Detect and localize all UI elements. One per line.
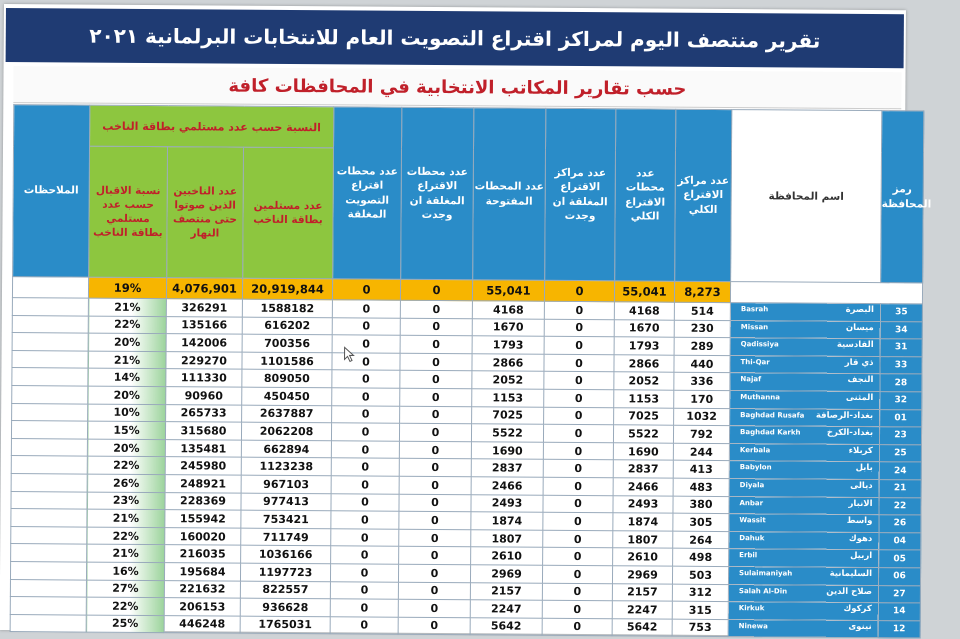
cell-total-stations: 1807 xyxy=(613,530,673,548)
cell-total-stations: 5522 xyxy=(613,425,673,443)
cell-closed-stations: 0 xyxy=(399,494,471,512)
cell-receivers: 936628 xyxy=(240,598,330,616)
cell-closed-centers: 0 xyxy=(542,565,612,583)
cell-percent: 22% xyxy=(87,456,165,474)
header-closed-centers: عدد مراكز الاقتراع المغلقة ان وجدت xyxy=(545,108,616,280)
cell-notes xyxy=(10,614,86,632)
cell-voted: 228369 xyxy=(165,492,241,510)
cell-closed-voting-stations: 0 xyxy=(331,511,399,529)
cell-closed-stations: 0 xyxy=(400,353,472,371)
totals-closed-centers: 0 xyxy=(544,280,614,301)
cell-province-code: 22 xyxy=(879,497,921,515)
cell-open-stations: 1807 xyxy=(471,529,543,547)
cell-receivers: 616202 xyxy=(242,317,332,335)
cell-closed-voting-stations: 0 xyxy=(331,458,399,476)
header-row-top xyxy=(14,105,924,152)
province-name-en: Najaf xyxy=(740,375,762,384)
province-name-en: Baghdad Rusafa xyxy=(740,410,805,420)
header-total-centers: عدد مراكز الاقتراع الكلي xyxy=(675,109,732,281)
header-closed-voting-stations: عدد محطات اقتراع التصويت المغلقة xyxy=(333,107,402,279)
cell-voted: 326291 xyxy=(166,299,242,317)
cell-province-code: 27 xyxy=(878,585,920,603)
cell-percent: 25% xyxy=(86,615,164,633)
totals-open-stations: 55,041 xyxy=(472,280,544,302)
cell-province-name xyxy=(730,373,880,392)
cell-total-centers: 380 xyxy=(673,496,729,514)
cell-closed-voting-stations: 0 xyxy=(332,370,400,388)
province-name-en: Muthanna xyxy=(740,393,781,402)
province-name-en: Baghdad Karkh xyxy=(739,428,801,437)
cell-voted: 229270 xyxy=(166,351,242,369)
cell-closed-stations: 0 xyxy=(399,529,471,547)
cell-province-code: 24 xyxy=(879,462,921,480)
cell-closed-stations: 0 xyxy=(399,423,471,441)
cell-province-code: 31 xyxy=(880,339,922,357)
cell-closed-stations: 0 xyxy=(399,476,471,494)
province-name-ar: دهوك xyxy=(848,533,873,544)
province-name-en: Salah Al-Din xyxy=(738,586,788,595)
totals-notes xyxy=(12,277,88,299)
report-title: تقرير منتصف اليوم لمراكز اقتراع التصويت العام للانتخابات البرلمانية ٢٠٢١ xyxy=(6,8,904,68)
cell-province-name xyxy=(729,549,879,568)
header-percent: نسبة الاقبال حسب عدد مستلمي بطاقة الناخب xyxy=(89,146,168,278)
cell-voted: 315680 xyxy=(165,422,241,440)
cell-receivers: 1123238 xyxy=(241,458,331,476)
cell-closed-centers: 0 xyxy=(544,319,614,337)
cell-closed-voting-stations: 0 xyxy=(330,581,398,599)
cell-notes xyxy=(10,579,86,597)
cell-province-name xyxy=(730,391,880,410)
cell-receivers: 1101586 xyxy=(242,352,332,370)
cell-percent: 21% xyxy=(87,544,165,562)
cell-receivers: 1036166 xyxy=(241,545,331,563)
cell-percent: 22% xyxy=(88,316,166,334)
cell-percent: 21% xyxy=(88,298,166,316)
cell-percent: 14% xyxy=(88,368,166,386)
cell-percent: 20% xyxy=(88,386,166,404)
totals-percent: 19% xyxy=(88,277,166,299)
province-name-ar: ديالى xyxy=(850,480,873,492)
province-name-ar: نينوى xyxy=(848,621,872,632)
cell-closed-centers: 0 xyxy=(544,301,614,319)
cell-notes xyxy=(11,456,87,474)
province-name-ar: ميسان xyxy=(845,322,874,333)
province-name-en: Babylon xyxy=(739,463,772,472)
cell-voted: 216035 xyxy=(165,545,241,563)
totals-total-centers: 8,273 xyxy=(674,281,730,302)
province-name-ar: صلاح الدين xyxy=(826,586,872,597)
cell-total-stations: 1670 xyxy=(614,319,674,337)
cell-notes xyxy=(10,561,86,579)
cell-open-stations: 1153 xyxy=(472,389,544,407)
cell-closed-stations: 0 xyxy=(398,599,470,617)
cell-total-centers: 413 xyxy=(673,461,729,479)
cell-total-centers: 440 xyxy=(674,355,730,373)
cell-receivers: 967103 xyxy=(241,475,331,493)
cell-total-centers: 498 xyxy=(673,548,729,566)
cell-total-stations: 1690 xyxy=(613,443,673,461)
cell-voted: 142006 xyxy=(166,334,242,352)
cell-province-name xyxy=(728,584,878,603)
cell-province-code: 14 xyxy=(878,603,920,621)
cell-closed-stations: 0 xyxy=(400,335,472,353)
cell-closed-stations: 0 xyxy=(400,388,472,406)
header-notes: الملاحظات xyxy=(13,105,90,278)
cell-open-stations: 2493 xyxy=(471,494,543,512)
cell-percent: 27% xyxy=(86,580,164,598)
results-table xyxy=(10,104,932,639)
cell-province-name xyxy=(729,443,879,462)
cell-total-centers: 336 xyxy=(674,373,730,391)
province-name-ar: النجف xyxy=(847,375,874,386)
cell-open-stations: 2866 xyxy=(472,354,544,372)
province-name-ar: كربلاء xyxy=(848,445,873,456)
cell-province-code: 26 xyxy=(879,515,921,533)
cell-receivers: 822557 xyxy=(240,581,330,599)
cell-open-stations: 2466 xyxy=(471,477,543,495)
cell-closed-voting-stations: 0 xyxy=(331,546,399,564)
cell-closed-stations: 0 xyxy=(400,318,472,336)
cell-receivers: 711749 xyxy=(241,528,331,546)
province-name-ar: اربيل xyxy=(850,551,873,562)
province-name-en: Kirkuk xyxy=(738,604,765,613)
totals-voted: 4,076,901 xyxy=(166,278,242,300)
cell-closed-stations: 0 xyxy=(398,617,470,635)
cell-province-name xyxy=(730,303,880,322)
cell-closed-voting-stations: 0 xyxy=(332,353,400,371)
cell-total-centers: 514 xyxy=(674,302,730,320)
cell-voted: 265733 xyxy=(166,404,242,422)
cell-total-stations: 2610 xyxy=(613,548,673,566)
cell-percent: 20% xyxy=(88,333,166,351)
cell-total-stations: 2866 xyxy=(614,355,674,373)
cell-total-centers: 289 xyxy=(674,337,730,355)
cell-province-code: 23 xyxy=(879,427,921,445)
cell-closed-voting-stations: 0 xyxy=(332,335,400,353)
cell-closed-voting-stations: 0 xyxy=(331,423,399,441)
cell-total-stations: 2466 xyxy=(613,478,673,496)
cell-total-centers: 792 xyxy=(673,425,729,443)
province-name-en: Ninewa xyxy=(738,621,768,631)
cell-province-code: 06 xyxy=(878,568,920,586)
cell-closed-centers: 0 xyxy=(543,460,613,478)
province-name-en: Qadissiya xyxy=(740,340,779,349)
cell-closed-voting-stations: 0 xyxy=(331,529,399,547)
cell-closed-centers: 0 xyxy=(544,372,614,390)
cell-closed-centers: 0 xyxy=(543,424,613,442)
cell-total-stations: 2052 xyxy=(614,372,674,390)
cell-percent: 23% xyxy=(87,492,165,510)
cell-voted: 446248 xyxy=(164,615,240,633)
cell-voted: 206153 xyxy=(164,598,240,616)
cell-percent: 20% xyxy=(87,439,165,457)
cell-province-code: 04 xyxy=(879,532,921,550)
cell-province-name xyxy=(730,355,880,374)
cell-notes xyxy=(12,315,88,333)
province-name-en: Kerbala xyxy=(739,445,771,455)
cell-total-centers: 305 xyxy=(673,513,729,531)
cell-receivers: 450450 xyxy=(242,387,332,405)
totals-closed-stations: 0 xyxy=(400,279,472,301)
cell-total-stations: 2493 xyxy=(613,495,673,513)
cell-province-name xyxy=(728,602,878,621)
cell-closed-stations: 0 xyxy=(399,459,471,477)
cell-closed-stations: 0 xyxy=(400,300,472,318)
header-group-ratio: النسبة حسب عدد مستلمي بطاقة الناخب xyxy=(90,105,334,148)
cell-province-name xyxy=(729,531,879,550)
cell-closed-centers: 0 xyxy=(543,477,613,495)
cell-total-centers: 312 xyxy=(672,584,728,602)
cell-closed-voting-stations: 0 xyxy=(332,300,400,318)
province-name-ar: البصرة xyxy=(845,304,874,316)
cell-closed-centers: 0 xyxy=(544,354,614,372)
province-name-ar: الانبار xyxy=(848,498,873,509)
cell-open-stations: 1670 xyxy=(472,318,544,336)
cell-province-code: 05 xyxy=(879,550,921,568)
cell-province-name xyxy=(729,479,879,498)
province-name-en: Erbil xyxy=(739,551,758,560)
cell-receivers: 1197723 xyxy=(240,563,330,581)
province-name-ar: القادسية xyxy=(836,340,874,351)
cell-percent: 21% xyxy=(88,351,166,369)
cell-province-code: 12 xyxy=(878,620,920,638)
cell-total-centers: 170 xyxy=(674,390,730,408)
cell-total-stations: 2837 xyxy=(613,460,673,478)
cell-closed-centers: 0 xyxy=(543,548,613,566)
cell-province-name xyxy=(729,461,879,480)
cell-total-stations: 1793 xyxy=(614,337,674,355)
cell-closed-stations: 0 xyxy=(398,582,470,600)
cell-closed-voting-stations: 0 xyxy=(331,476,399,494)
cell-open-stations: 2969 xyxy=(470,565,542,583)
cell-closed-stations: 0 xyxy=(399,547,471,565)
cell-receivers: 1765031 xyxy=(240,616,330,634)
cell-total-centers: 1032 xyxy=(674,408,730,426)
cell-open-stations: 1793 xyxy=(472,336,544,354)
cell-notes xyxy=(12,350,88,368)
cell-province-name xyxy=(729,514,879,533)
cell-total-centers: 483 xyxy=(673,478,729,496)
province-name-ar: واسط xyxy=(846,516,873,527)
cell-closed-voting-stations: 0 xyxy=(332,317,400,335)
province-name-ar: بغداد-الكرخ xyxy=(826,427,874,439)
cell-closed-voting-stations: 0 xyxy=(330,616,398,634)
cell-notes xyxy=(11,421,87,439)
cell-percent: 10% xyxy=(88,404,166,422)
cell-percent: 26% xyxy=(87,474,165,492)
header-receivers: عدد مستلمين بطاقة الناخب xyxy=(243,147,334,279)
cell-voted: 221632 xyxy=(164,580,240,598)
province-name-ar: كركوك xyxy=(843,603,872,615)
cell-total-stations: 1153 xyxy=(614,390,674,408)
cell-total-centers: 753 xyxy=(672,619,728,637)
cell-closed-centers: 0 xyxy=(542,583,612,601)
cell-province-code: 35 xyxy=(880,304,922,322)
cell-percent: 16% xyxy=(86,562,164,580)
province-name-ar: بغداد-الرصافة xyxy=(815,410,874,421)
cell-closed-voting-stations: 0 xyxy=(330,599,398,617)
cell-open-stations: 2837 xyxy=(471,459,543,477)
cell-open-stations: 5642 xyxy=(470,617,542,635)
totals-blank xyxy=(730,282,922,304)
cell-notes xyxy=(12,298,88,316)
header-province-code: رمز المحافظة xyxy=(881,111,924,283)
cell-total-stations: 1874 xyxy=(613,513,673,531)
cell-province-name xyxy=(729,426,879,445)
header-total-stations: عدد محطات الاقتراع الكلي xyxy=(615,109,676,281)
cell-notes xyxy=(12,403,88,421)
cell-province-name xyxy=(729,496,879,515)
header-closed-stations: عدد محطات الاقتراع المغلقة ان وجدت xyxy=(401,107,474,279)
cell-closed-stations: 0 xyxy=(398,564,470,582)
province-name-ar: المثنى xyxy=(845,392,874,404)
cell-voted: 160020 xyxy=(165,527,241,545)
header-voted: عدد الناخبين الذين صوتوا حتى منتصف النهار xyxy=(167,147,244,279)
cell-closed-stations: 0 xyxy=(399,441,471,459)
cell-notes xyxy=(12,386,88,404)
cell-total-centers: 503 xyxy=(672,566,728,584)
cell-percent: 21% xyxy=(87,509,165,527)
header-open-stations: عدد المحطات المفتوحة xyxy=(473,108,546,280)
cell-total-centers: 264 xyxy=(673,531,729,549)
cell-total-stations: 4168 xyxy=(614,302,674,320)
cell-notes xyxy=(12,368,88,386)
cell-total-stations: 5642 xyxy=(612,618,672,636)
cell-province-name xyxy=(730,408,880,427)
cell-notes xyxy=(11,509,87,527)
cell-voted: 248921 xyxy=(165,475,241,493)
report-subtitle: حسب تقارير المكاتب الانتخابية في المحافظات كافة xyxy=(13,66,901,109)
cell-receivers: 2062208 xyxy=(241,422,331,440)
cell-open-stations: 2247 xyxy=(470,600,542,618)
cell-receivers: 977413 xyxy=(241,493,331,511)
cell-closed-centers: 0 xyxy=(543,530,613,548)
cell-closed-voting-stations: 0 xyxy=(332,405,400,423)
cell-total-stations: 2157 xyxy=(612,583,672,601)
cell-province-code: 34 xyxy=(880,321,922,339)
province-name-en: Wassit xyxy=(739,516,766,525)
cell-closed-voting-stations: 0 xyxy=(331,441,399,459)
cell-closed-centers: 0 xyxy=(544,336,614,354)
totals-closed-voting-stations: 0 xyxy=(332,279,400,300)
header-province-name: اسم المحافظة xyxy=(731,110,882,283)
mouse-cursor-icon xyxy=(344,346,356,362)
cell-closed-centers: 0 xyxy=(543,512,613,530)
province-name-en: Basrah xyxy=(740,305,769,314)
cell-receivers: 700356 xyxy=(242,334,332,352)
cell-open-stations: 4168 xyxy=(472,301,544,319)
province-name-en: Sulaimaniyah xyxy=(739,569,793,578)
cell-voted: 135166 xyxy=(166,316,242,334)
cell-total-stations: 7025 xyxy=(614,407,674,425)
cell-voted: 155942 xyxy=(165,510,241,528)
cell-voted: 90960 xyxy=(166,387,242,405)
cell-closed-stations: 0 xyxy=(399,511,471,529)
cell-closed-centers: 0 xyxy=(542,600,612,618)
cell-province-name xyxy=(728,619,878,638)
cell-closed-centers: 0 xyxy=(544,407,614,425)
report-sheet xyxy=(0,4,932,636)
cell-closed-voting-stations: 0 xyxy=(332,388,400,406)
cell-open-stations: 2610 xyxy=(471,547,543,565)
cell-receivers: 662894 xyxy=(241,440,331,458)
cell-receivers: 753421 xyxy=(241,510,331,528)
cell-notes xyxy=(11,544,87,562)
cell-voted: 195684 xyxy=(164,563,240,581)
province-name-en: Anbar xyxy=(739,498,764,507)
cell-total-stations: 2969 xyxy=(612,566,672,584)
cell-notes xyxy=(11,491,87,509)
cell-province-code: 32 xyxy=(880,392,922,410)
cell-open-stations: 5522 xyxy=(471,424,543,442)
cell-province-code: 28 xyxy=(880,374,922,392)
cell-closed-stations: 0 xyxy=(400,406,472,424)
cell-closed-centers: 0 xyxy=(544,389,614,407)
cell-voted: 245980 xyxy=(165,457,241,475)
cell-province-code: 01 xyxy=(880,409,922,427)
cell-closed-voting-stations: 0 xyxy=(331,493,399,511)
province-name-en: Thi-Qar xyxy=(740,357,770,367)
cell-receivers: 809050 xyxy=(242,370,332,388)
cell-total-stations: 2247 xyxy=(612,601,672,619)
cell-voted: 135481 xyxy=(165,439,241,457)
cell-open-stations: 2157 xyxy=(470,582,542,600)
cell-notes xyxy=(12,333,88,351)
cell-notes xyxy=(11,473,87,491)
cell-notes xyxy=(10,597,86,615)
cell-closed-centers: 0 xyxy=(542,618,612,636)
totals-total-stations: 55,041 xyxy=(614,281,674,302)
cell-receivers: 1588182 xyxy=(242,299,332,317)
province-name-en: Diyala xyxy=(739,481,765,490)
province-name-ar: بابل xyxy=(855,463,873,474)
cell-closed-stations: 0 xyxy=(400,371,472,389)
cell-closed-centers: 0 xyxy=(543,495,613,513)
cell-notes xyxy=(11,526,87,544)
province-name-ar: ذي قار xyxy=(844,357,874,368)
cell-province-code: 33 xyxy=(880,356,922,374)
cell-closed-centers: 0 xyxy=(543,442,613,460)
cell-receivers: 2637887 xyxy=(242,405,332,423)
cell-percent: 22% xyxy=(87,527,165,545)
cell-notes xyxy=(11,438,87,456)
cell-open-stations: 7025 xyxy=(472,406,544,424)
cell-total-centers: 315 xyxy=(672,601,728,619)
cell-province-name xyxy=(730,320,880,339)
cell-open-stations: 1690 xyxy=(471,442,543,460)
cell-open-stations: 1874 xyxy=(471,512,543,530)
totals-receivers: 20,919,844 xyxy=(242,278,332,300)
cell-voted: 111330 xyxy=(166,369,242,387)
cell-percent: 22% xyxy=(86,597,164,615)
cell-closed-voting-stations: 0 xyxy=(330,564,398,582)
cell-province-name xyxy=(730,338,880,357)
cell-province-code: 25 xyxy=(879,444,921,462)
cell-province-name xyxy=(728,566,878,585)
cell-open-stations: 2052 xyxy=(472,371,544,389)
cell-percent: 15% xyxy=(87,421,165,439)
province-name-en: Missan xyxy=(740,322,769,331)
cell-total-centers: 244 xyxy=(673,443,729,461)
cell-province-code: 21 xyxy=(879,480,921,498)
province-name-ar: السليمانية xyxy=(829,568,873,579)
province-name-en: Dahuk xyxy=(739,533,765,543)
cell-total-centers: 230 xyxy=(674,320,730,338)
